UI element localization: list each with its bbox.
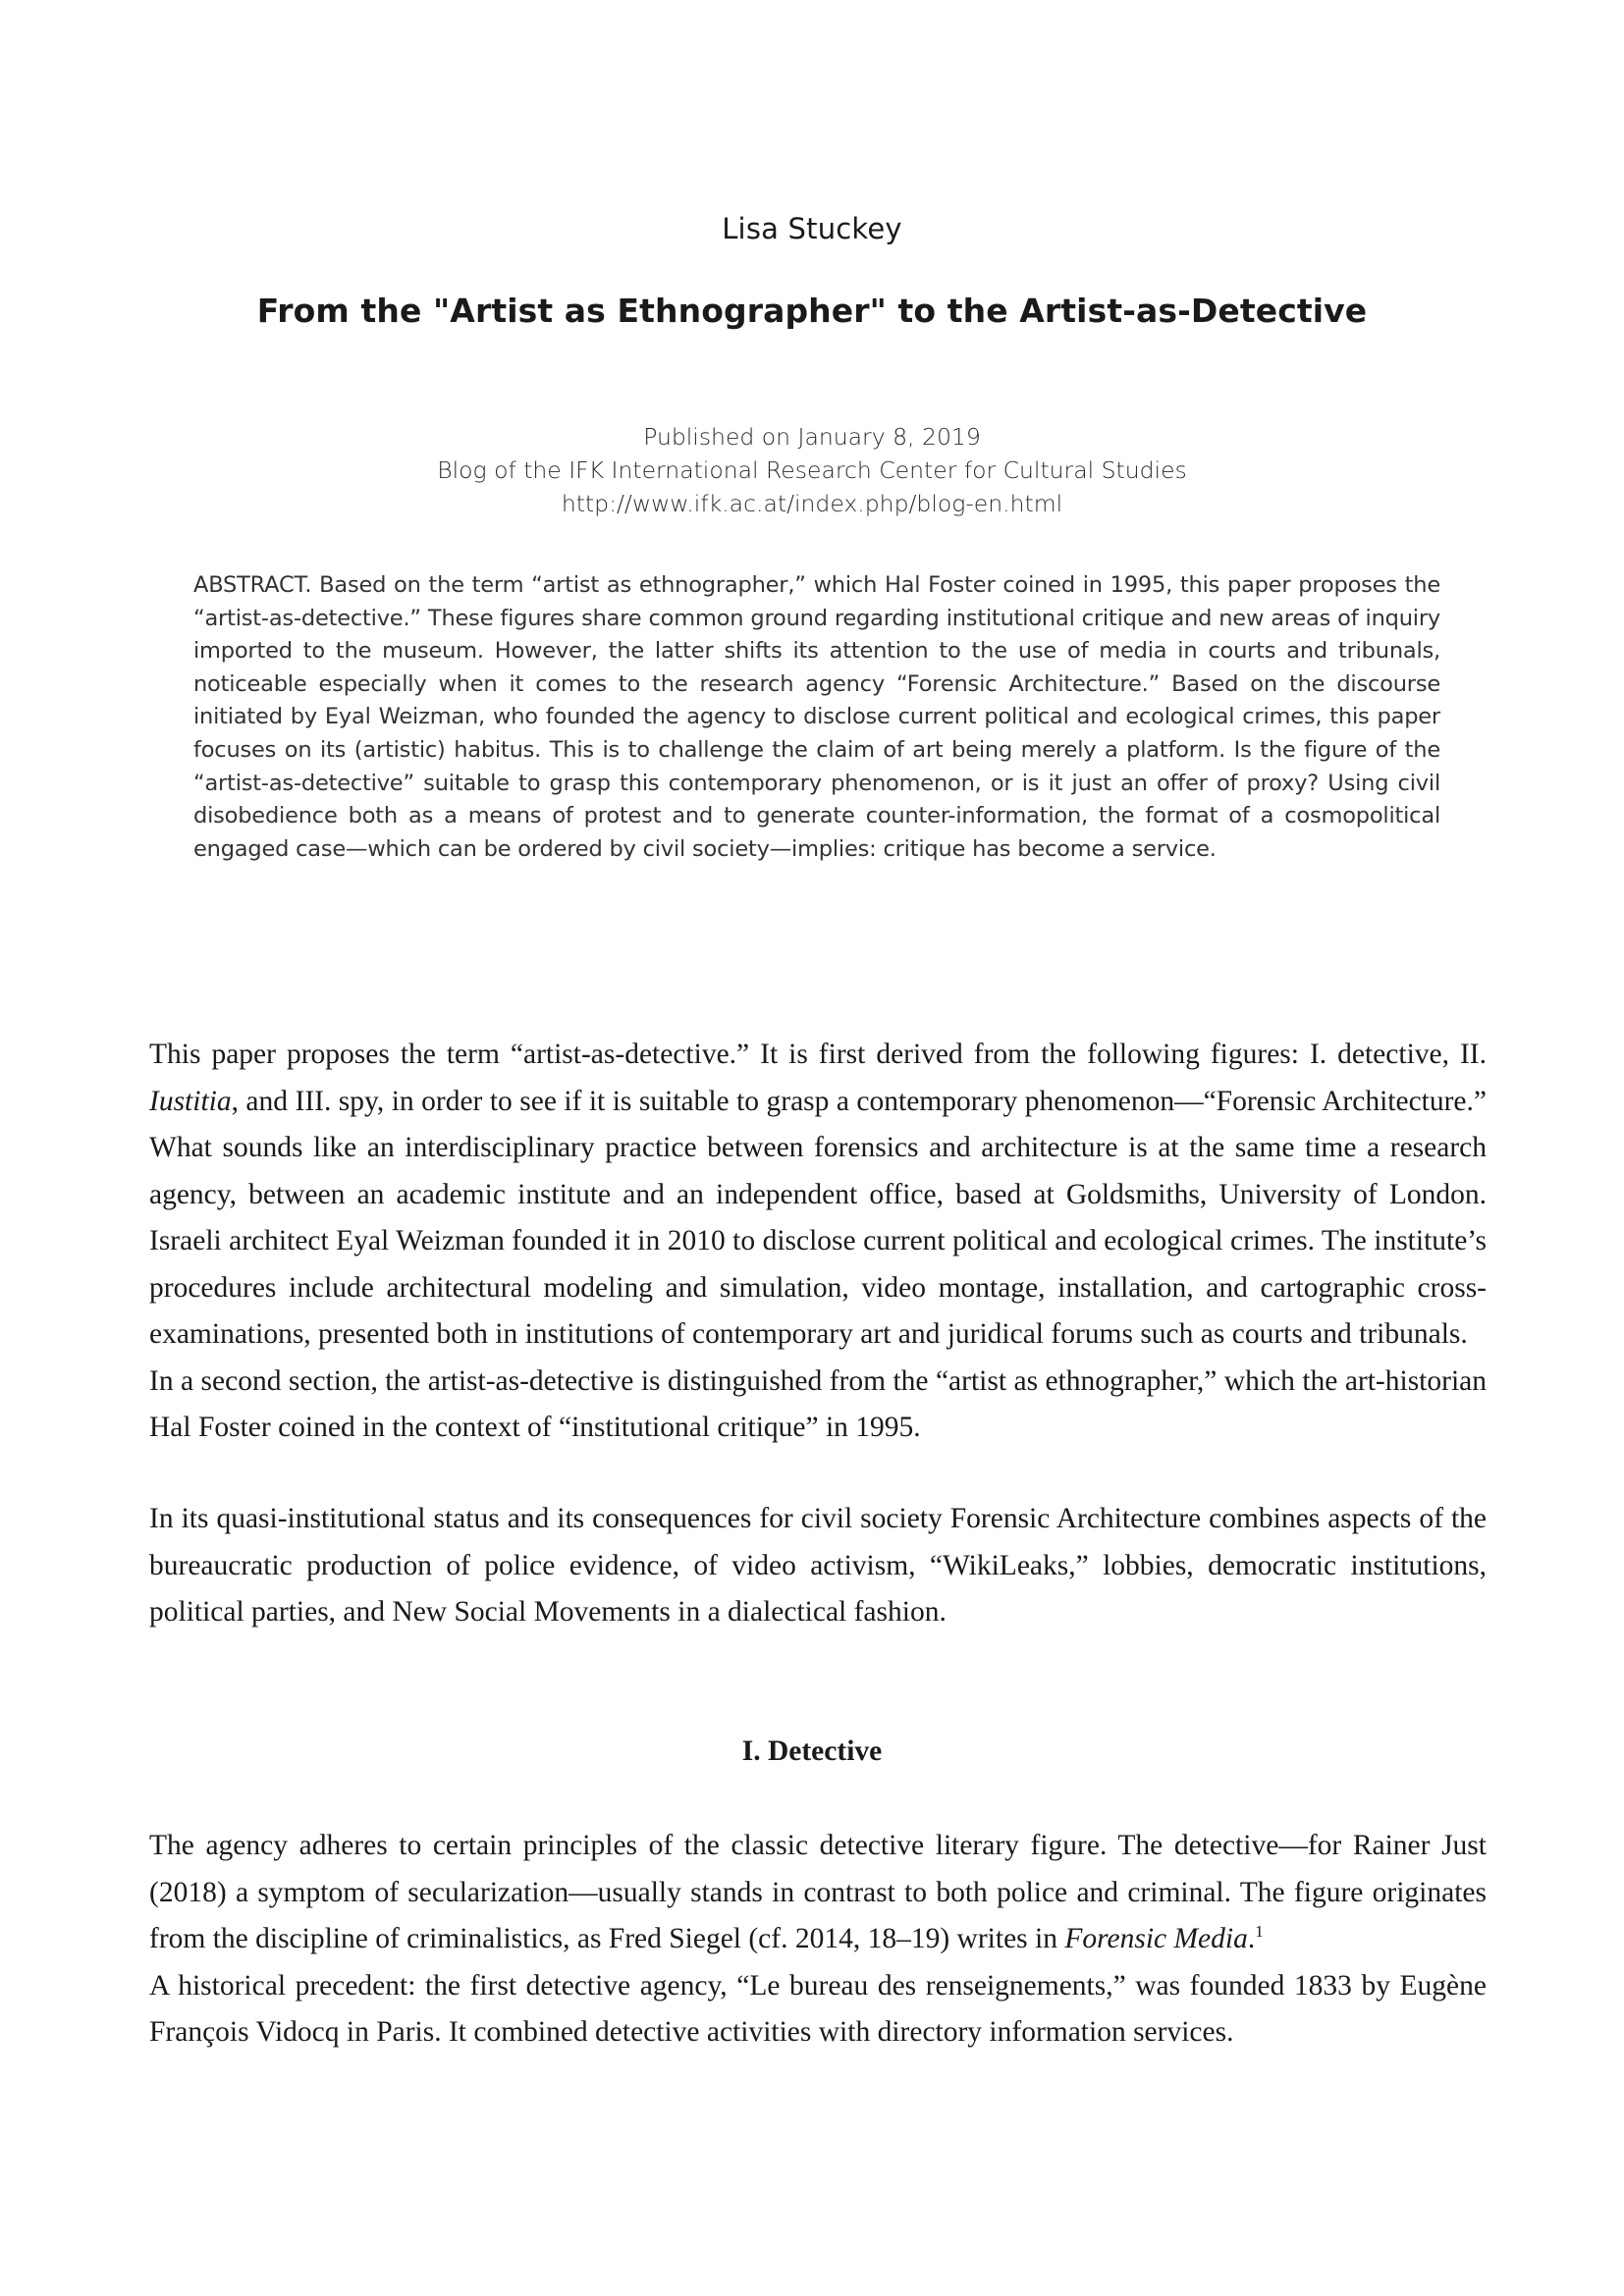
publication-venue: Blog of the IFK International Research Center for Cultural Studies: [437, 456, 1187, 484]
section-heading: I. Detective: [741, 1735, 883, 1767]
body-text: , and III. spy, in order to see if it is suitable to grasp a contemporary phenomenon—“Forensic Architecture.” What sounds like an interdisciplinary practice between forensics and architecture is at the same time a research agency, between an academic institute and an independent office, based at Goldsmiths, University of London. Israeli architect Eyal Weizman founded it in 2010 to disclose current political and ecological crimes. The institute’s procedures include architectural modeling and simulation, video montage, installation, and cartographic cross-examinations, presented both in institutions of contemporary art and juridical forums such as courts and tribunals.: [149, 1085, 1487, 1350]
footnote-marker[interactable]: 1: [1255, 1922, 1264, 1942]
abstract: ABSTRACT. Based on the term “artist as ethnographer,” which Hal Foster coined in 1995, this paper proposes the “artist-as-detective.” These figures share common ground regarding institutional critique and new areas of inquiry imported to the museum. However, the latter shifts its attention to the use of media in courts and tribunals, noticeable especially when it comes to the research agency “Forensic Architecture.” Based on the discourse initiated by Eyal Weizman, who founded the agency to disclose current political and ecological crimes, this paper focuses on its (artistic) habitus. This is to challenge the claim of art being merely a platform. Is the figure of the “artist-as-detective” suitable to grasp this contemporary phenomenon, or is it just an offer of proxy? Using civil disobedience both as a means of protest and to generate counter-information, the format of a cosmopolitical engaged case—which can be ordered by civil society—implies: critique has become a service.: [193, 572, 1440, 862]
body-text: The agency adheres to certain principles of the classic detective literary figure. The detective—for Rainer Just (2018) a symptom of secularization—usually stands in contrast to both police and criminal. The figure originates from the discipline of criminalistics, as Fred Siegel (cf. 2014, 18–19) writes in: [149, 1830, 1487, 1954]
body-text: .: [1247, 1923, 1256, 1954]
body-text: This paper proposes the term “artist-as-detective.” It is first derived from the following figures: I. detective, II.: [149, 1039, 1487, 1070]
publication-date: Published on January 8, 2019: [643, 423, 981, 451]
body-paragraph-3: [149, 1823, 1487, 2056]
publication-info: [0, 420, 1624, 520]
body-paragraph-2: In its quasi-institutional status and its consequences for civil society Forensic Architecture combines aspects of the bureaucratic production of police evidence, of video activism, “WikiLeaks,” lobbies, democratic institutions, political parties, and New Social Movements in a dialectical fashion.: [149, 1503, 1487, 1628]
italic-term: Iustitia: [149, 1085, 232, 1117]
author-name: Lisa Stuckey: [722, 212, 902, 245]
body-text: In a second section, the artist-as-detective is distinguished from the “artist as ethnographer,” which the art-historian Hal Foster coined in the context of “institutional critique” in 1995.: [149, 1364, 1487, 1443]
publication-url[interactable]: http://www.ifk.ac.at/index.php/blog-en.html: [561, 490, 1063, 517]
paper-title: From the "Artist as Ethnographer" to the Artist-as-Detective: [256, 292, 1368, 330]
body-text: A historical precedent: the first detective agency, “Le bureau des renseignements,” was founded 1833 by Eugène François Vidocq in Paris. It combined detective activities with directory information services.: [149, 1969, 1487, 2048]
italic-title: Forensic Media: [1064, 1923, 1248, 1954]
body-paragraph-1: [149, 1032, 1487, 1452]
